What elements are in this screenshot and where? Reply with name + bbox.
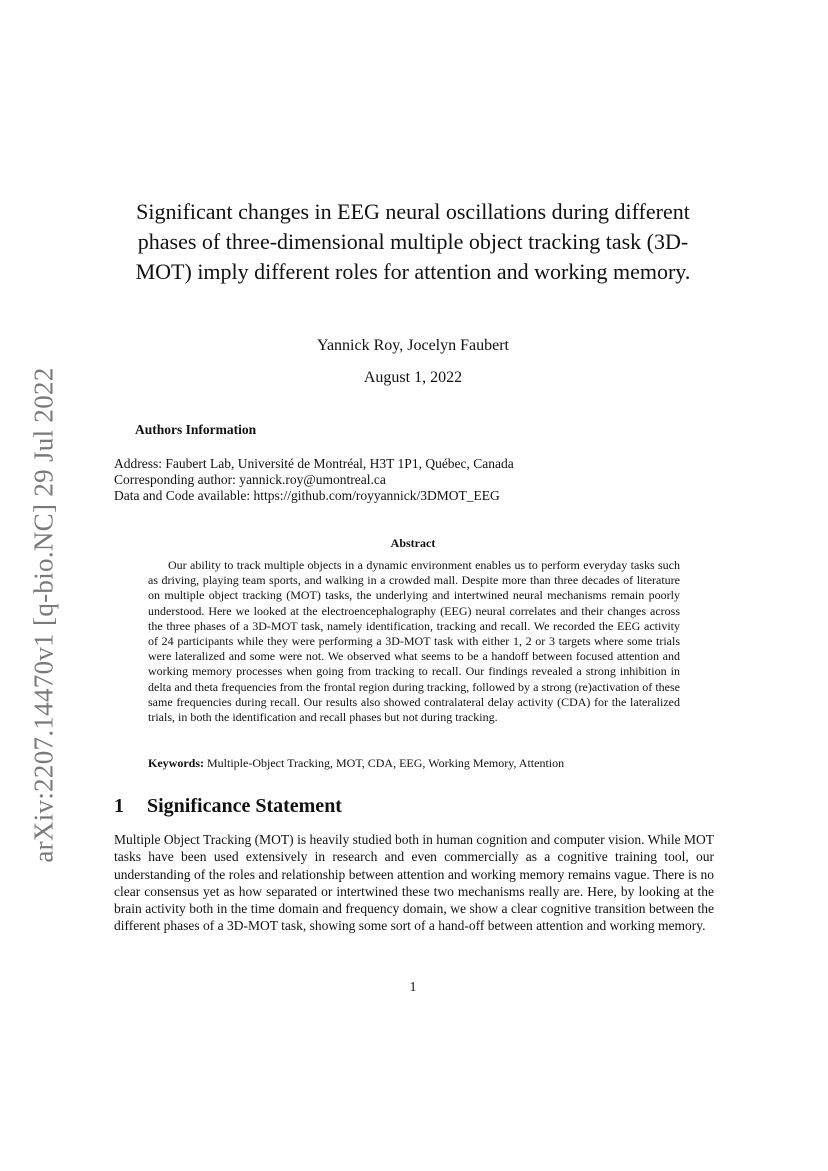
arxiv-sidebar xyxy=(0,0,70,1171)
corresponding-author-line: Corresponding author: yannick.roy@umontreal.ca xyxy=(114,472,386,487)
data-code-line: Data and Code available: https://github.com/royyannick/3DMOT_EEG xyxy=(114,488,500,503)
paper-authors: Yannick Roy, Jocelyn Faubert xyxy=(317,337,509,354)
keywords-label: Keywords: xyxy=(148,756,204,770)
keywords xyxy=(148,756,680,771)
page-number: 1 xyxy=(409,979,417,994)
paper-title: Significant changes in EEG neural oscillations during different phases of three-dimensional multiple object tracking task (3D-MOT) imply different roles for attention and working memory. xyxy=(135,199,691,284)
arxiv-identifier: arXiv:2207.14470v1 [q-bio.NC] 29 Jul 2022 xyxy=(28,367,59,863)
keywords-list: Multiple-Object Tracking, MOT, CDA, EEG, Working Memory, Attention xyxy=(207,756,565,770)
authors-information xyxy=(114,456,514,504)
abstract-heading: Abstract xyxy=(390,536,436,550)
section-title: Significance Statement xyxy=(147,795,342,817)
section-heading xyxy=(114,795,342,818)
section-number: 1 xyxy=(114,795,124,817)
section-body: Multiple Object Tracking (MOT) is heavily studied both in human cognition and computer vision. While MOT tasks have been used extensively in research and even commercially as a cognitive training tool, our understanding of the roles and relationship between attention and working memory remains vague. There is no clear consensus yet as how separated or intertwined these two mechanisms really are. Here, by looking at the brain activity both in the time domain and frequency domain, we show a clear cognitive transition between the different phases of a 3D-MOT task, showing some sort of a hand-off between attention and working memory. xyxy=(114,832,714,934)
address-line: Address: Faubert Lab, Université de Montréal, H3T 1P1, Québec, Canada xyxy=(114,456,514,471)
authors-information-heading: Authors Information xyxy=(135,422,257,437)
paper-date: August 1, 2022 xyxy=(363,369,463,386)
abstract-text: Our ability to track multiple objects in a dynamic environment enables us to perform everyday tasks such as driving, playing team sports, and walking in a crowded mall. Despite more than three decades of literature on multiple object tracking (MOT) tasks, the underlying and intertwined neural mechanisms remain poorly understood. Here we looked at the electroencephalography (EEG) neural correlates and their changes across the three phases of a 3D-MOT task, namely identification, tracking and recall. We recorded the EEG activity of 24 participants while they were performing a 3D-MOT task with either 1, 2 or 3 targets where some trials were lateralized and some were not. We observed what seems to be a handoff between focused attention and working memory processes when going from tracking to recall. Our findings revealed a strong inhibition in delta and theta frequencies from the frontal region during tracking, followed by a strong (re)activation of these same frequencies during recall. Our results also showed contralateral delay activity (CDA) for the lateralized trials, in both the identification and recall phases but not during tracking. xyxy=(148,558,680,725)
